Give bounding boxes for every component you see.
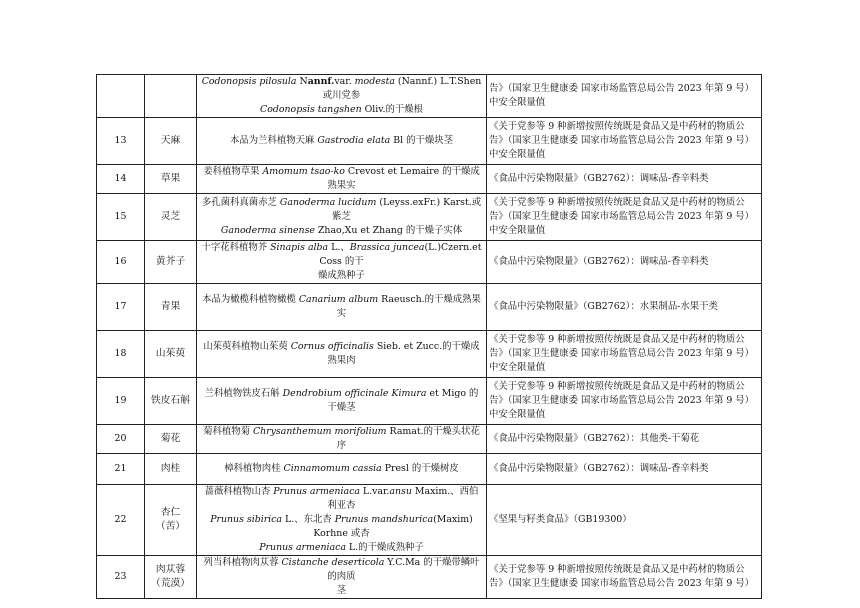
herb-table-body — [97, 75, 762, 599]
description-line — [200, 103, 483, 117]
description-text: L.、东北杏 — [282, 514, 335, 525]
description-line — [200, 224, 483, 238]
latin-name: Ganoderma sinense — [220, 225, 315, 236]
basis-line: 《食品中污染物限量》（GB2762）：调味品-香辛料类 — [489, 256, 709, 267]
description-text: 姜科植物草果 — [203, 166, 263, 177]
botanical-description — [197, 331, 487, 378]
herb-name-line: 山茱萸 — [155, 348, 186, 359]
description-line — [200, 340, 483, 368]
description-text: (L.)Czern.et Coss 的干 — [319, 242, 482, 267]
description-text: et Migo 的干燥茎 — [327, 388, 479, 413]
row-number: 17 — [97, 284, 145, 331]
description-text: Raeusch.的干燥成熟果实 — [336, 294, 481, 319]
description-text: 本品为兰科植物天麻 — [230, 135, 318, 146]
table-row — [97, 378, 762, 425]
description-line — [200, 541, 483, 555]
herb-name-line: 黄芥子 — [155, 256, 186, 267]
row-number: 20 — [97, 425, 145, 454]
botanical-description — [197, 75, 487, 118]
basis-line: 告》（国家卫生健康委 国家市场监管总局公告 2023 年第 9 号） — [489, 395, 755, 406]
table-row — [97, 485, 762, 556]
standard-basis — [487, 284, 762, 331]
description-text: 蔷薇科植物山杏 — [204, 486, 274, 497]
botanical-description — [197, 454, 487, 485]
row-number: 21 — [97, 454, 145, 485]
description-text: annf. — [307, 76, 335, 87]
botanical-description — [197, 556, 487, 599]
herb-name — [145, 118, 197, 165]
latin-name: Amomum tsao-ko — [262, 166, 345, 177]
description-text: Presl 的干燥树皮 — [381, 463, 459, 474]
standard-basis — [487, 378, 762, 425]
table-row — [97, 194, 762, 241]
basis-line: 中安全限量值 — [489, 362, 546, 373]
herb-name-line: 菊花 — [160, 433, 181, 444]
description-text: 列当科植物肉苁蓉 — [203, 557, 282, 568]
standard-basis — [487, 425, 762, 454]
latin-name: Codonopsis tangshen — [260, 104, 362, 115]
standard-basis — [487, 241, 762, 284]
latin-name: Prunus armeniaca — [273, 486, 360, 497]
table-row — [97, 425, 762, 454]
basis-line: 《食品中污染物限量》（GB2762）：其他类-干菊花 — [489, 433, 700, 444]
description-line — [200, 134, 483, 148]
latin-name: Prunus sibirica — [210, 514, 283, 525]
description-line — [200, 165, 483, 193]
basis-line: 告》（国家卫生健康委 国家市场监管总局公告 2023 年第 9 号） — [489, 211, 755, 222]
description-text: (Leyss.exFr.) Karst.或紫芝 — [332, 197, 482, 222]
botanical-description — [197, 165, 487, 194]
latin-name: Prunus armeniaca — [259, 542, 346, 553]
standard-basis — [487, 331, 762, 378]
herb-name — [145, 425, 197, 454]
basis-line: 中安全限量值 — [489, 225, 546, 236]
basis-line: 告》（国家卫生健康委 国家市场监管总局公告 2023 年第 9 号） — [489, 578, 755, 589]
table-row — [97, 118, 762, 165]
description-text: (Nannf.) L.T.Shen 或川党参 — [322, 76, 482, 101]
standard-basis — [487, 118, 762, 165]
basis-line: 告》（国家卫生健康委 国家市场监管总局公告 2023 年第 9 号） — [489, 348, 755, 359]
basis-line: 《食品中污染物限量》（GB2762）：调味品-香辛料类 — [489, 173, 709, 184]
description-line — [200, 485, 483, 513]
table-row — [97, 75, 762, 118]
latin-name: Cinnamomum cassia — [283, 463, 382, 474]
standard-basis — [487, 454, 762, 485]
herb-name — [145, 378, 197, 425]
table-row — [97, 454, 762, 485]
latin-name: Gastrodia elata — [317, 135, 391, 146]
description-text: Bl 的干燥块茎 — [390, 135, 453, 146]
description-text: L.var. — [359, 486, 390, 497]
herb-name — [145, 75, 197, 118]
basis-line: 《坚果与籽类食品》（GB19300） — [489, 514, 632, 525]
description-text: Maxim.、西伯利亚杏 — [327, 486, 479, 511]
herb-name — [145, 284, 197, 331]
herb-name-line: 铁皮石斛 — [150, 395, 191, 406]
botanical-description — [197, 194, 487, 241]
description-text: N — [296, 76, 308, 87]
herb-name-line: 灵芝 — [160, 211, 181, 222]
herb-name-line: 杏仁 — [160, 507, 181, 518]
standard-basis — [487, 194, 762, 241]
row-number: 22 — [97, 485, 145, 556]
latin-name: ansu — [389, 486, 412, 497]
description-text: 樟科植物肉桂 — [224, 463, 284, 474]
basis-line: 《关于党参等 9 种新增按照传统既是食品又是中药材的物质公 — [489, 381, 745, 392]
herb-name — [145, 485, 197, 556]
description-line — [200, 269, 483, 283]
herb-name — [145, 454, 197, 485]
botanical-description — [197, 118, 487, 165]
description-text: Sieb. et Zucc.的干燥成熟果肉 — [327, 341, 480, 366]
latin-name: Cornus officinalis — [290, 341, 374, 352]
description-text: 多孔菌科真菌赤芝 — [201, 197, 280, 208]
row-number: 19 — [97, 378, 145, 425]
latin-name: Dendrobium officinale Kimura — [282, 388, 427, 399]
row-number: 14 — [97, 165, 145, 194]
herb-name-line: 肉桂 — [160, 463, 181, 474]
standard-basis — [487, 556, 762, 599]
description-text: Zhao,Xu et Zhang 的干燥子实体 — [314, 225, 463, 236]
table-row — [97, 556, 762, 599]
basis-line: 《关于党参等 9 种新增按照传统既是食品又是中药材的物质公 — [489, 121, 745, 132]
description-line — [200, 556, 483, 584]
description-line — [200, 387, 483, 415]
standard-basis — [487, 75, 762, 118]
row-number: 13 — [97, 118, 145, 165]
latin-name: Ganoderma lucidum — [279, 197, 377, 208]
latin-name: Chrysanthemum morifolium — [252, 426, 387, 437]
herb-name — [145, 241, 197, 284]
description-text: var. — [334, 76, 355, 87]
table-row — [97, 165, 762, 194]
botanical-description — [197, 378, 487, 425]
description-line — [200, 513, 483, 541]
herb-name-line: 天麻 — [160, 135, 181, 146]
botanical-description — [197, 241, 487, 284]
herb-name — [145, 556, 197, 599]
description-text: 山茱萸科植物山茱萸 — [203, 341, 291, 352]
basis-line: 《食品中污染物限量》（GB2762）：水果制品-水果干类 — [489, 301, 718, 312]
description-text: 本品为橄榄科植物橄榄 — [202, 294, 299, 305]
description-line — [200, 462, 483, 476]
latin-name: Canarium album — [298, 294, 379, 305]
latin-name: Codonopsis pilosula — [201, 76, 297, 87]
basis-line: 告》（国家卫生健康委 国家市场监管总局公告 2023 年第 9 号） — [489, 135, 755, 146]
basis-line: 中安全限量值 — [489, 149, 546, 160]
latin-name: Sinapis alba — [270, 242, 329, 253]
herb-name-line: 肉苁蓉 — [155, 564, 186, 575]
description-text: L.的干燥成熟种子 — [345, 542, 424, 553]
basis-line: 中安全限量值 — [489, 409, 546, 420]
standard-basis — [487, 485, 762, 556]
basis-line: 《食品中污染物限量》（GB2762）：调味品-香辛料类 — [489, 463, 709, 474]
standard-basis — [487, 165, 762, 194]
description-text: Crevost et Lemaire 的干燥成熟果实 — [327, 166, 480, 191]
table-row — [97, 284, 762, 331]
row-number: 16 — [97, 241, 145, 284]
botanical-description — [197, 284, 487, 331]
description-line — [200, 293, 483, 321]
table-row — [97, 331, 762, 378]
description-line — [200, 196, 483, 224]
basis-line: 告》（国家卫生健康委 国家市场监管总局公告 2023 年第 9 号） — [489, 83, 755, 94]
description-text: Ramat.的干燥头状花序 — [336, 426, 480, 451]
row-number: 18 — [97, 331, 145, 378]
botanical-description — [197, 425, 487, 454]
description-text: L.、 — [328, 242, 350, 253]
row-number: 15 — [97, 194, 145, 241]
basis-line: 《关于党参等 9 种新增按照传统既是食品又是中药材的物质公 — [489, 197, 745, 208]
herb-name-line: 青果 — [160, 301, 181, 312]
herb-name — [145, 331, 197, 378]
basis-line: 中安全限量值 — [489, 97, 546, 108]
description-line — [200, 425, 483, 453]
basis-line: 《关于党参等 9 种新增按照传统既是食品又是中药材的物质公 — [489, 564, 745, 575]
latin-name: Brassica juncea — [349, 242, 425, 253]
description-line — [200, 75, 483, 103]
description-text: Y.C.Ma 的干燥带鳞叶的肉质 — [327, 557, 480, 582]
herb-table — [96, 74, 762, 599]
herb-name-line: 草果 — [160, 173, 181, 184]
description-line — [200, 241, 483, 269]
herb-name-line: （苦） — [155, 521, 186, 532]
description-text: 菊科植物菊 — [203, 426, 253, 437]
herb-name-line: （荒漠） — [150, 578, 191, 589]
table-row — [97, 241, 762, 284]
herb-name — [145, 194, 197, 241]
latin-name: modesta — [354, 76, 395, 87]
basis-line: 《关于党参等 9 种新增按照传统既是食品又是中药材的物质公 — [489, 334, 745, 345]
row-number: 23 — [97, 556, 145, 599]
description-text: 十字花科植物芥 — [201, 242, 271, 253]
latin-name: Prunus mandshurica — [334, 514, 434, 525]
description-text: Oliv.的干燥根 — [361, 104, 423, 115]
herb-name — [145, 165, 197, 194]
description-text: 兰科植物铁皮石斛 — [204, 388, 283, 399]
latin-name: Cistanche deserticola — [281, 557, 385, 568]
description-line — [200, 584, 483, 598]
botanical-description — [197, 485, 487, 556]
row-number — [97, 75, 145, 118]
description-text: (Maxim) Korhne 或杏 — [313, 514, 473, 539]
description-text: 燥成熟种子 — [318, 270, 365, 281]
description-text: 茎 — [336, 585, 347, 596]
